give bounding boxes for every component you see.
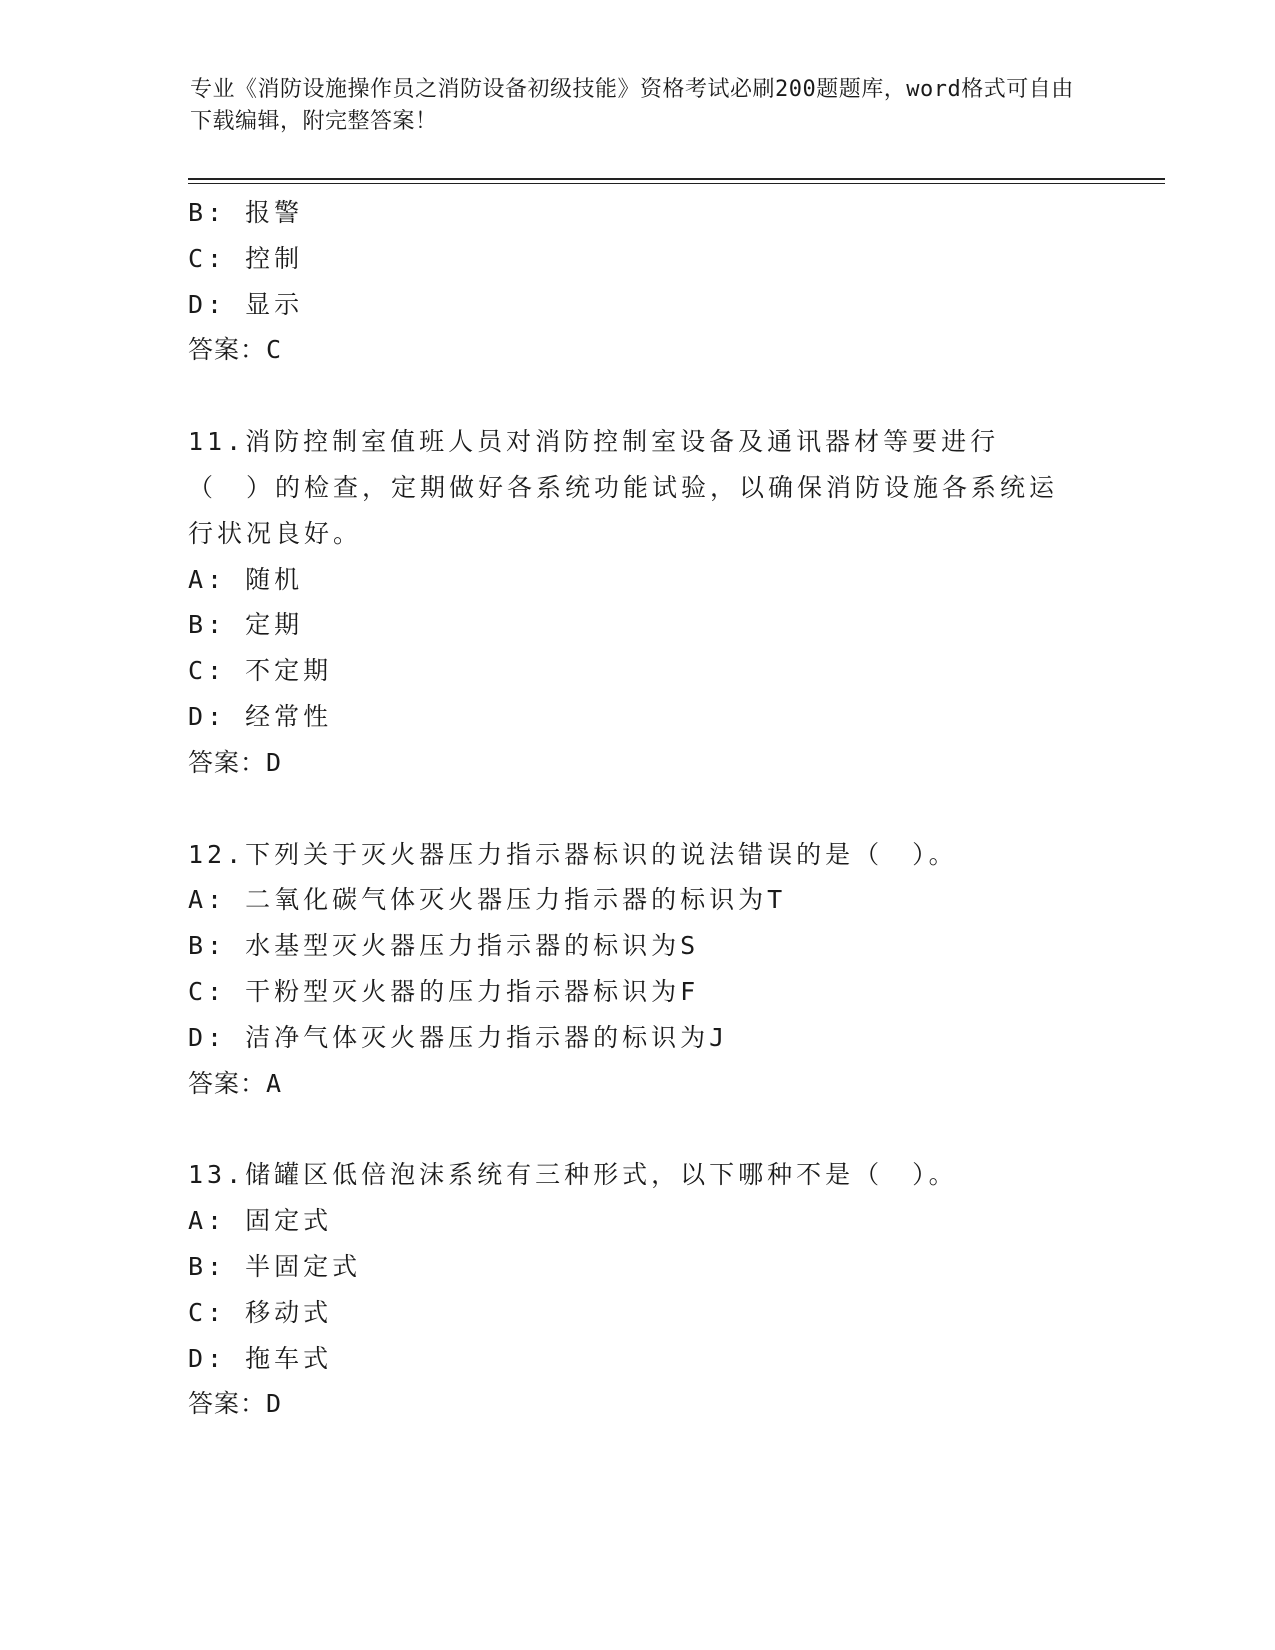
option-c: C: 干粉型灭火器的压力指示器标识为F: [188, 976, 700, 1006]
question-10-continuation: [188, 190, 1068, 373]
question-stem: 13.储罐区低倍泡沫系统有三种形式，以下哪种不是（ ）。: [188, 1160, 958, 1190]
question-11: [188, 419, 1068, 785]
option-c: C: 不定期: [188, 656, 333, 686]
question-content: [188, 190, 1068, 1427]
header-divider-thin: [188, 183, 1165, 184]
answer: 答案：C: [188, 335, 283, 365]
answer: 答案：D: [188, 1389, 283, 1419]
page-header: [190, 74, 1090, 138]
option-b: B: 报警: [188, 198, 304, 227]
option-a: A: 固定式: [188, 1206, 333, 1236]
answer: 答案：D: [188, 747, 283, 777]
question-13: [188, 1152, 1068, 1427]
question-stem: 11.消防控制室值班人员对消防控制室设备及通讯器材等要进行（ ）的检查，定期做好各系统功能试验，以确保消防设施各系统运行状况良好。: [188, 427, 1059, 548]
header-divider-thick: [188, 178, 1165, 180]
option-a: A: 随机: [188, 564, 304, 594]
option-c: C: 移动式: [188, 1297, 333, 1327]
header-text: 专业《消防设施操作员之消防设备初级技能》资格考试必刷200题题库，word格式可自由下载编辑，附完整答案！: [190, 77, 1074, 134]
option-d: D: 显示: [188, 289, 304, 319]
option-d: D: 拖车式: [188, 1343, 333, 1373]
option-a: A: 二氧化碳气体灭火器压力指示器的标识为T: [188, 885, 787, 915]
question-stem: 12.下列关于灭火器压力指示器标识的说法错误的是（ ）。: [188, 839, 958, 869]
option-d: D: 洁净气体灭火器压力指示器的标识为J: [188, 1022, 729, 1052]
option-d: D: 经常性: [188, 701, 333, 731]
option-b: B: 水基型灭火器压力指示器的标识为S: [188, 931, 700, 961]
option-c: C: 控制: [188, 243, 304, 273]
option-b: B: 半固定式: [188, 1251, 362, 1281]
option-b: B: 定期: [188, 610, 304, 640]
answer: 答案：A: [188, 1068, 283, 1098]
question-12: [188, 832, 1068, 1107]
